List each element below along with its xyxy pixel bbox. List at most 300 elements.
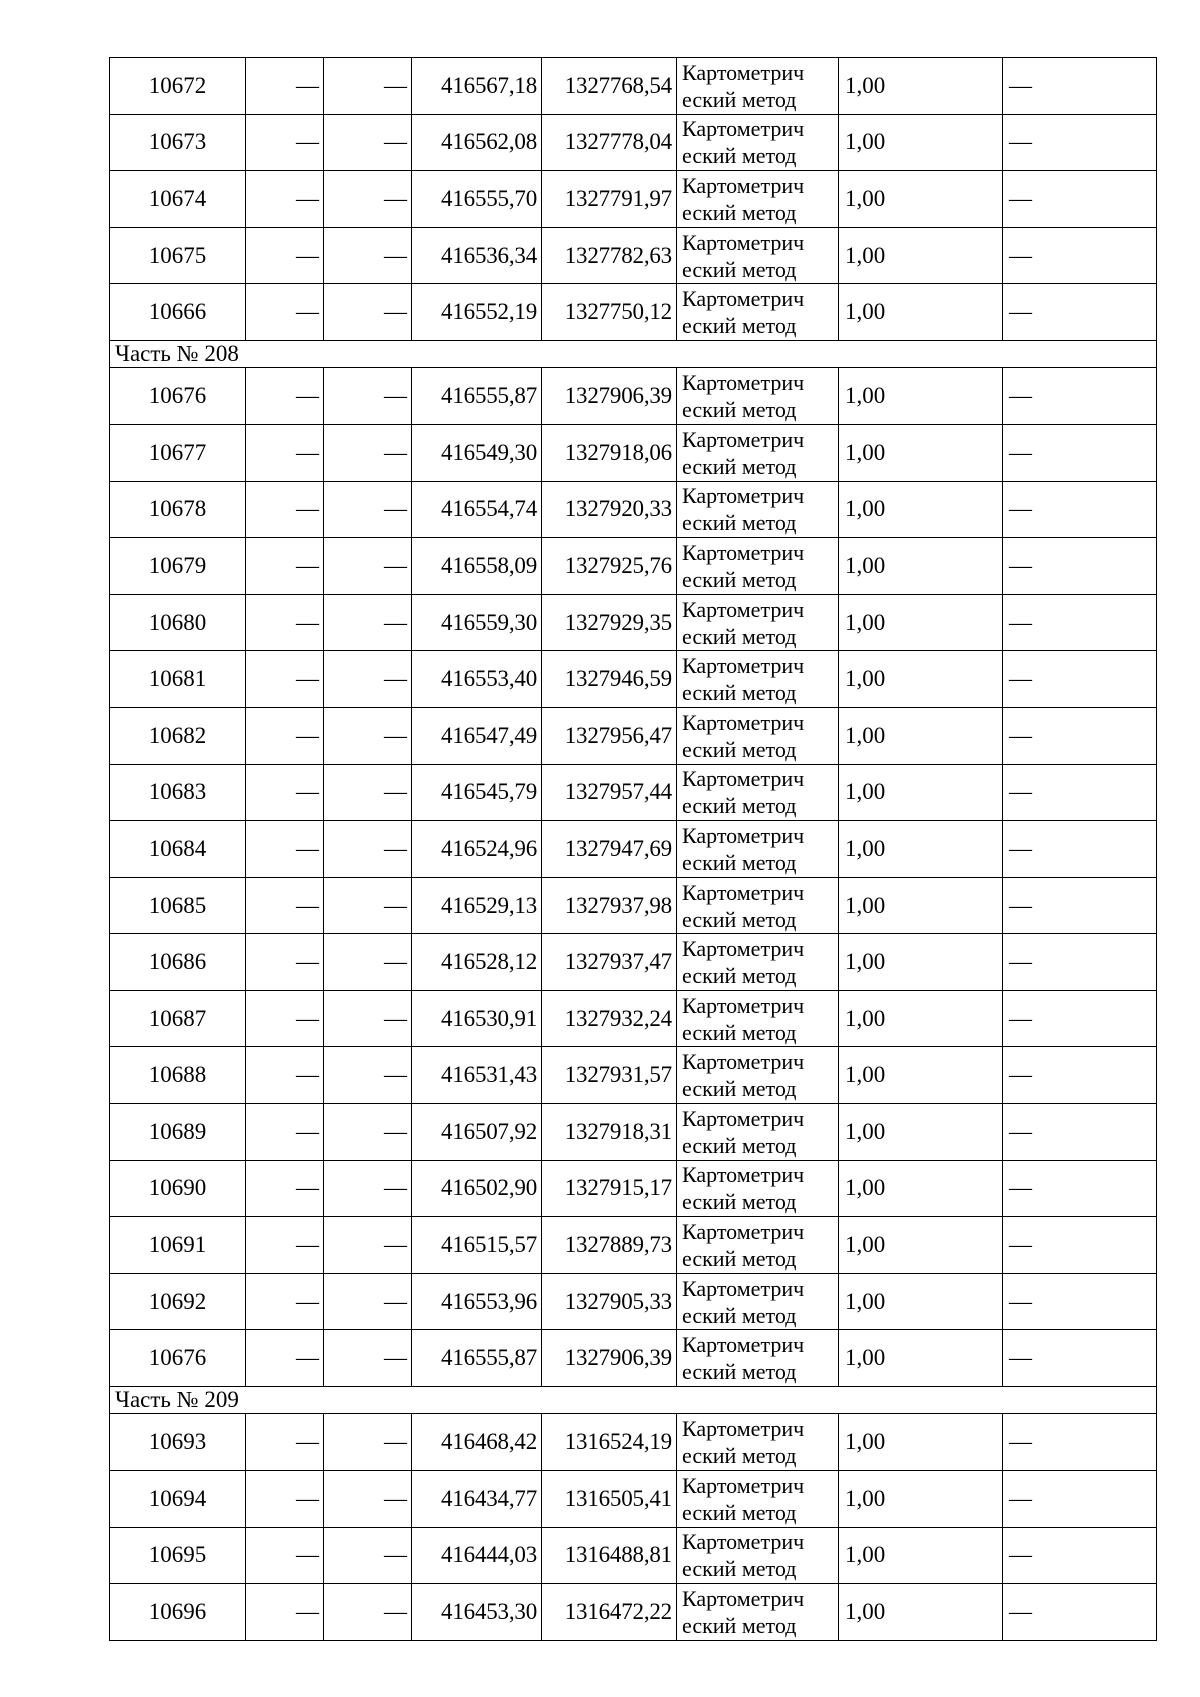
table-row: [110, 1471, 1157, 1528]
description-cell: —: [1003, 114, 1157, 171]
point-number-cell: 10674: [110, 171, 246, 228]
method-cell: [677, 1217, 839, 1274]
accuracy-cell: 1,00: [839, 1047, 1003, 1104]
old-y-cell: —: [324, 1047, 412, 1104]
method-line-2: еский метод: [682, 849, 797, 875]
method-line-2: еский метод: [682, 736, 797, 762]
table-row: [110, 764, 1157, 821]
old-x-cell: —: [246, 594, 324, 651]
description-cell: —: [1003, 1160, 1157, 1217]
y-coordinate-cell: 1327906,39: [542, 368, 677, 425]
description-cell: —: [1003, 764, 1157, 821]
point-number-cell: 10683: [110, 764, 246, 821]
point-number-cell: 10676: [110, 368, 246, 425]
y-coordinate-cell: 1327906,39: [542, 1330, 677, 1387]
old-x-cell: —: [246, 1527, 324, 1584]
point-number-cell: 10682: [110, 707, 246, 764]
point-number-cell: 10676: [110, 1330, 246, 1387]
old-y-cell: —: [324, 227, 412, 284]
old-y-cell: —: [324, 58, 412, 115]
description-cell: —: [1003, 1273, 1157, 1330]
x-coordinate-cell: 416531,43: [412, 1047, 542, 1104]
method-line-2: еский метод: [682, 1189, 797, 1215]
method-cell: [677, 284, 839, 341]
method-line-2: еский метод: [682, 1246, 797, 1272]
table-row: [110, 114, 1157, 171]
table-row: [110, 481, 1157, 538]
method-line-2: еский метод: [682, 1132, 797, 1158]
method-cell: [677, 227, 839, 284]
accuracy-cell: 1,00: [839, 707, 1003, 764]
method-line-1: Картометрич: [682, 766, 805, 792]
description-cell: —: [1003, 171, 1157, 228]
method-cell: [677, 1414, 839, 1471]
point-number-cell: 10689: [110, 1104, 246, 1161]
method-line-1: Картометрич: [682, 822, 805, 848]
table-row: [110, 934, 1157, 991]
x-coordinate-cell: 416553,96: [412, 1273, 542, 1330]
old-x-cell: —: [246, 1160, 324, 1217]
description-cell: —: [1003, 481, 1157, 538]
method-line-1: Картометрич: [682, 483, 805, 509]
accuracy-cell: 1,00: [839, 764, 1003, 821]
old-x-cell: —: [246, 1330, 324, 1387]
method-line-2: еский метод: [682, 397, 797, 423]
accuracy-cell: 1,00: [839, 877, 1003, 934]
x-coordinate-cell: 416444,03: [412, 1527, 542, 1584]
old-x-cell: —: [246, 764, 324, 821]
accuracy-cell: 1,00: [839, 538, 1003, 595]
point-number-cell: 10673: [110, 114, 246, 171]
method-line-2: еский метод: [682, 199, 797, 225]
method-line-1: Картометрич: [682, 426, 805, 452]
method-cell: [677, 481, 839, 538]
point-number-cell: 10695: [110, 1527, 246, 1584]
table-row: [110, 368, 1157, 425]
method-line-2: еский метод: [682, 906, 797, 932]
table-row: [110, 1584, 1157, 1641]
method-cell: [677, 424, 839, 481]
method-line-1: Картометрич: [682, 1275, 805, 1301]
method-line-2: еский метод: [682, 1556, 797, 1582]
old-y-cell: —: [324, 707, 412, 764]
accuracy-cell: 1,00: [839, 990, 1003, 1047]
accuracy-cell: 1,00: [839, 1217, 1003, 1274]
method-line-1: Картометрич: [682, 1162, 805, 1188]
old-x-cell: —: [246, 58, 324, 115]
old-y-cell: —: [324, 538, 412, 595]
point-number-cell: 10687: [110, 990, 246, 1047]
y-coordinate-cell: 1327929,35: [542, 594, 677, 651]
old-x-cell: —: [246, 424, 324, 481]
method-line-1: Картометрич: [682, 116, 805, 142]
x-coordinate-cell: 416552,19: [412, 284, 542, 341]
old-x-cell: —: [246, 1273, 324, 1330]
y-coordinate-cell: 1327946,59: [542, 651, 677, 708]
method-line-2: еский метод: [682, 256, 797, 282]
old-y-cell: —: [324, 1414, 412, 1471]
point-number-cell: 10678: [110, 481, 246, 538]
description-cell: —: [1003, 1584, 1157, 1641]
old-x-cell: —: [246, 481, 324, 538]
y-coordinate-cell: 1327937,47: [542, 934, 677, 991]
point-number-cell: 10691: [110, 1217, 246, 1274]
method-line-2: еский метод: [682, 313, 797, 339]
method-cell: [677, 594, 839, 651]
accuracy-cell: 1,00: [839, 481, 1003, 538]
old-y-cell: —: [324, 481, 412, 538]
old-x-cell: —: [246, 1047, 324, 1104]
accuracy-cell: 1,00: [839, 1104, 1003, 1161]
method-line-2: еский метод: [682, 623, 797, 649]
table-row: [110, 1104, 1157, 1161]
table-row: [110, 707, 1157, 764]
table-row: [110, 877, 1157, 934]
x-coordinate-cell: 416453,30: [412, 1584, 542, 1641]
description-cell: —: [1003, 1471, 1157, 1528]
x-coordinate-cell: 416555,70: [412, 171, 542, 228]
method-line-2: еский метод: [682, 510, 797, 536]
table-row: [110, 1273, 1157, 1330]
coordinates-table: [109, 57, 1157, 1641]
method-line-1: Картометрич: [682, 229, 805, 255]
method-line-1: Картометрич: [682, 1416, 805, 1442]
y-coordinate-cell: 1327925,76: [542, 538, 677, 595]
x-coordinate-cell: 416524,96: [412, 821, 542, 878]
y-coordinate-cell: 1327782,63: [542, 227, 677, 284]
accuracy-cell: 1,00: [839, 114, 1003, 171]
method-line-1: Картометрич: [682, 653, 805, 679]
accuracy-cell: 1,00: [839, 1584, 1003, 1641]
old-x-cell: —: [246, 1414, 324, 1471]
description-cell: —: [1003, 594, 1157, 651]
accuracy-cell: 1,00: [839, 171, 1003, 228]
method-line-2: еский метод: [682, 566, 797, 592]
x-coordinate-cell: 416468,42: [412, 1414, 542, 1471]
accuracy-cell: 1,00: [839, 1160, 1003, 1217]
point-number-cell: 10692: [110, 1273, 246, 1330]
description-cell: —: [1003, 1414, 1157, 1471]
method-line-1: Картометрич: [682, 1472, 805, 1498]
accuracy-cell: 1,00: [839, 651, 1003, 708]
old-y-cell: —: [324, 594, 412, 651]
method-line-1: Картометрич: [682, 936, 805, 962]
method-cell: [677, 651, 839, 708]
old-y-cell: —: [324, 114, 412, 171]
old-x-cell: —: [246, 368, 324, 425]
old-y-cell: —: [324, 424, 412, 481]
old-y-cell: —: [324, 764, 412, 821]
method-cell: [677, 1273, 839, 1330]
table-row: [110, 58, 1157, 115]
old-y-cell: —: [324, 1330, 412, 1387]
table-row: [110, 171, 1157, 228]
point-number-cell: 10681: [110, 651, 246, 708]
table-row: [110, 821, 1157, 878]
description-cell: —: [1003, 1330, 1157, 1387]
method-line-1: Картометрич: [682, 286, 805, 312]
method-line-2: еский метод: [682, 1499, 797, 1525]
old-x-cell: —: [246, 538, 324, 595]
method-cell: [677, 1471, 839, 1528]
description-cell: —: [1003, 1217, 1157, 1274]
point-number-cell: 10696: [110, 1584, 246, 1641]
old-y-cell: —: [324, 284, 412, 341]
method-line-2: еский метод: [682, 86, 797, 112]
method-cell: [677, 764, 839, 821]
old-y-cell: —: [324, 990, 412, 1047]
method-line-2: еский метод: [682, 963, 797, 989]
method-line-2: еский метод: [682, 1613, 797, 1639]
accuracy-cell: 1,00: [839, 368, 1003, 425]
x-coordinate-cell: 416562,08: [412, 114, 542, 171]
description-cell: —: [1003, 227, 1157, 284]
method-line-2: еский метод: [682, 453, 797, 479]
x-coordinate-cell: 416529,13: [412, 877, 542, 934]
accuracy-cell: 1,00: [839, 1414, 1003, 1471]
method-cell: [677, 114, 839, 171]
point-number-cell: 10679: [110, 538, 246, 595]
y-coordinate-cell: 1316472,22: [542, 1584, 677, 1641]
method-line-1: Картометрич: [682, 1332, 805, 1358]
old-x-cell: —: [246, 707, 324, 764]
method-cell: [677, 1527, 839, 1584]
description-cell: —: [1003, 538, 1157, 595]
table-row: [110, 990, 1157, 1047]
x-coordinate-cell: 416567,18: [412, 58, 542, 115]
x-coordinate-cell: 416536,34: [412, 227, 542, 284]
y-coordinate-cell: 1316524,19: [542, 1414, 677, 1471]
method-line-1: Картометрич: [682, 172, 805, 198]
point-number-cell: 10675: [110, 227, 246, 284]
x-coordinate-cell: 416549,30: [412, 424, 542, 481]
accuracy-cell: 1,00: [839, 1273, 1003, 1330]
x-coordinate-cell: 416507,92: [412, 1104, 542, 1161]
y-coordinate-cell: 1327918,31: [542, 1104, 677, 1161]
y-coordinate-cell: 1316505,41: [542, 1471, 677, 1528]
old-x-cell: —: [246, 1217, 324, 1274]
method-cell: [677, 58, 839, 115]
y-coordinate-cell: 1327918,06: [542, 424, 677, 481]
table-row: [110, 651, 1157, 708]
old-x-cell: —: [246, 171, 324, 228]
method-line-1: Картометрич: [682, 879, 805, 905]
method-cell: [677, 171, 839, 228]
old-y-cell: —: [324, 1527, 412, 1584]
method-line-1: Картометрич: [682, 539, 805, 565]
old-y-cell: —: [324, 877, 412, 934]
table-row: [110, 1160, 1157, 1217]
method-line-1: Картометрич: [682, 1105, 805, 1131]
accuracy-cell: 1,00: [839, 821, 1003, 878]
method-cell: [677, 538, 839, 595]
old-y-cell: —: [324, 651, 412, 708]
method-cell: [677, 1584, 839, 1641]
table-row: [110, 1527, 1157, 1584]
y-coordinate-cell: 1327937,98: [542, 877, 677, 934]
old-y-cell: —: [324, 171, 412, 228]
accuracy-cell: 1,00: [839, 424, 1003, 481]
y-coordinate-cell: 1327791,97: [542, 171, 677, 228]
description-cell: —: [1003, 1104, 1157, 1161]
method-cell: [677, 1160, 839, 1217]
old-y-cell: —: [324, 1273, 412, 1330]
point-number-cell: 10693: [110, 1414, 246, 1471]
point-number-cell: 10680: [110, 594, 246, 651]
method-line-1: Картометрич: [682, 1049, 805, 1075]
accuracy-cell: 1,00: [839, 227, 1003, 284]
method-line-1: Картометрич: [682, 1586, 805, 1612]
y-coordinate-cell: 1327931,57: [542, 1047, 677, 1104]
point-number-cell: 10685: [110, 877, 246, 934]
x-coordinate-cell: 416553,40: [412, 651, 542, 708]
y-coordinate-cell: 1316488,81: [542, 1527, 677, 1584]
x-coordinate-cell: 416434,77: [412, 1471, 542, 1528]
x-coordinate-cell: 416554,74: [412, 481, 542, 538]
description-cell: —: [1003, 1527, 1157, 1584]
method-line-1: Картометрич: [682, 709, 805, 735]
method-cell: [677, 877, 839, 934]
y-coordinate-cell: 1327768,54: [542, 58, 677, 115]
method-line-2: еский метод: [682, 1019, 797, 1045]
method-line-1: Картометрич: [682, 59, 805, 85]
method-line-1: Картометрич: [682, 596, 805, 622]
method-cell: [677, 707, 839, 764]
table-row: [110, 594, 1157, 651]
y-coordinate-cell: 1327920,33: [542, 481, 677, 538]
old-x-cell: —: [246, 934, 324, 991]
point-number-cell: 10688: [110, 1047, 246, 1104]
method-cell: [677, 1330, 839, 1387]
accuracy-cell: 1,00: [839, 934, 1003, 991]
y-coordinate-cell: 1327889,73: [542, 1217, 677, 1274]
method-cell: [677, 368, 839, 425]
section-header-row: [110, 340, 1157, 367]
section-title: Часть № 209: [110, 1387, 1157, 1414]
method-line-2: еский метод: [682, 1076, 797, 1102]
method-cell: [677, 821, 839, 878]
table-row: [110, 1217, 1157, 1274]
accuracy-cell: 1,00: [839, 1527, 1003, 1584]
point-number-cell: 10677: [110, 424, 246, 481]
old-x-cell: —: [246, 1584, 324, 1641]
x-coordinate-cell: 416558,09: [412, 538, 542, 595]
x-coordinate-cell: 416530,91: [412, 990, 542, 1047]
method-cell: [677, 1104, 839, 1161]
table-row: [110, 227, 1157, 284]
table-row: [110, 1047, 1157, 1104]
y-coordinate-cell: 1327915,17: [542, 1160, 677, 1217]
method-line-1: Картометрич: [682, 370, 805, 396]
method-line-2: еский метод: [682, 143, 797, 169]
old-y-cell: —: [324, 821, 412, 878]
method-cell: [677, 934, 839, 991]
old-y-cell: —: [324, 1584, 412, 1641]
accuracy-cell: 1,00: [839, 1471, 1003, 1528]
method-line-1: Картометрич: [682, 992, 805, 1018]
accuracy-cell: 1,00: [839, 58, 1003, 115]
x-coordinate-cell: 416547,49: [412, 707, 542, 764]
x-coordinate-cell: 416545,79: [412, 764, 542, 821]
y-coordinate-cell: 1327750,12: [542, 284, 677, 341]
method-line-2: еский метод: [682, 793, 797, 819]
description-cell: —: [1003, 651, 1157, 708]
method-line-1: Картометрич: [682, 1219, 805, 1245]
description-cell: —: [1003, 1047, 1157, 1104]
point-number-cell: 10684: [110, 821, 246, 878]
point-number-cell: 10686: [110, 934, 246, 991]
x-coordinate-cell: 416528,12: [412, 934, 542, 991]
y-coordinate-cell: 1327957,44: [542, 764, 677, 821]
description-cell: —: [1003, 821, 1157, 878]
point-number-cell: 10694: [110, 1471, 246, 1528]
description-cell: —: [1003, 934, 1157, 991]
method-cell: [677, 990, 839, 1047]
old-x-cell: —: [246, 821, 324, 878]
old-y-cell: —: [324, 1217, 412, 1274]
method-line-1: Картометрич: [682, 1529, 805, 1555]
section-header-row: [110, 1387, 1157, 1414]
description-cell: —: [1003, 990, 1157, 1047]
method-line-2: еский метод: [682, 1302, 797, 1328]
x-coordinate-cell: 416555,87: [412, 1330, 542, 1387]
y-coordinate-cell: 1327956,47: [542, 707, 677, 764]
description-cell: —: [1003, 58, 1157, 115]
x-coordinate-cell: 416559,30: [412, 594, 542, 651]
table-row: [110, 538, 1157, 595]
description-cell: —: [1003, 707, 1157, 764]
old-x-cell: —: [246, 1471, 324, 1528]
table-body: [110, 58, 1157, 1641]
old-y-cell: —: [324, 934, 412, 991]
y-coordinate-cell: 1327932,24: [542, 990, 677, 1047]
description-cell: —: [1003, 368, 1157, 425]
table-row: [110, 1414, 1157, 1471]
method-line-2: еский метод: [682, 680, 797, 706]
old-x-cell: —: [246, 284, 324, 341]
point-number-cell: 10666: [110, 284, 246, 341]
description-cell: —: [1003, 877, 1157, 934]
section-title: Часть № 208: [110, 340, 1157, 367]
method-cell: [677, 1047, 839, 1104]
accuracy-cell: 1,00: [839, 284, 1003, 341]
method-line-2: еский метод: [682, 1359, 797, 1385]
x-coordinate-cell: 416515,57: [412, 1217, 542, 1274]
old-x-cell: —: [246, 1104, 324, 1161]
x-coordinate-cell: 416502,90: [412, 1160, 542, 1217]
description-cell: —: [1003, 424, 1157, 481]
x-coordinate-cell: 416555,87: [412, 368, 542, 425]
point-number-cell: 10672: [110, 58, 246, 115]
table-row: [110, 284, 1157, 341]
old-x-cell: —: [246, 114, 324, 171]
old-y-cell: —: [324, 1104, 412, 1161]
method-line-2: еский метод: [682, 1443, 797, 1469]
old-y-cell: —: [324, 1160, 412, 1217]
old-y-cell: —: [324, 1471, 412, 1528]
table-row: [110, 1330, 1157, 1387]
accuracy-cell: 1,00: [839, 594, 1003, 651]
accuracy-cell: 1,00: [839, 1330, 1003, 1387]
description-cell: —: [1003, 284, 1157, 341]
old-x-cell: —: [246, 227, 324, 284]
old-y-cell: —: [324, 368, 412, 425]
point-number-cell: 10690: [110, 1160, 246, 1217]
old-x-cell: —: [246, 990, 324, 1047]
table-row: [110, 424, 1157, 481]
y-coordinate-cell: 1327778,04: [542, 114, 677, 171]
old-x-cell: —: [246, 651, 324, 708]
